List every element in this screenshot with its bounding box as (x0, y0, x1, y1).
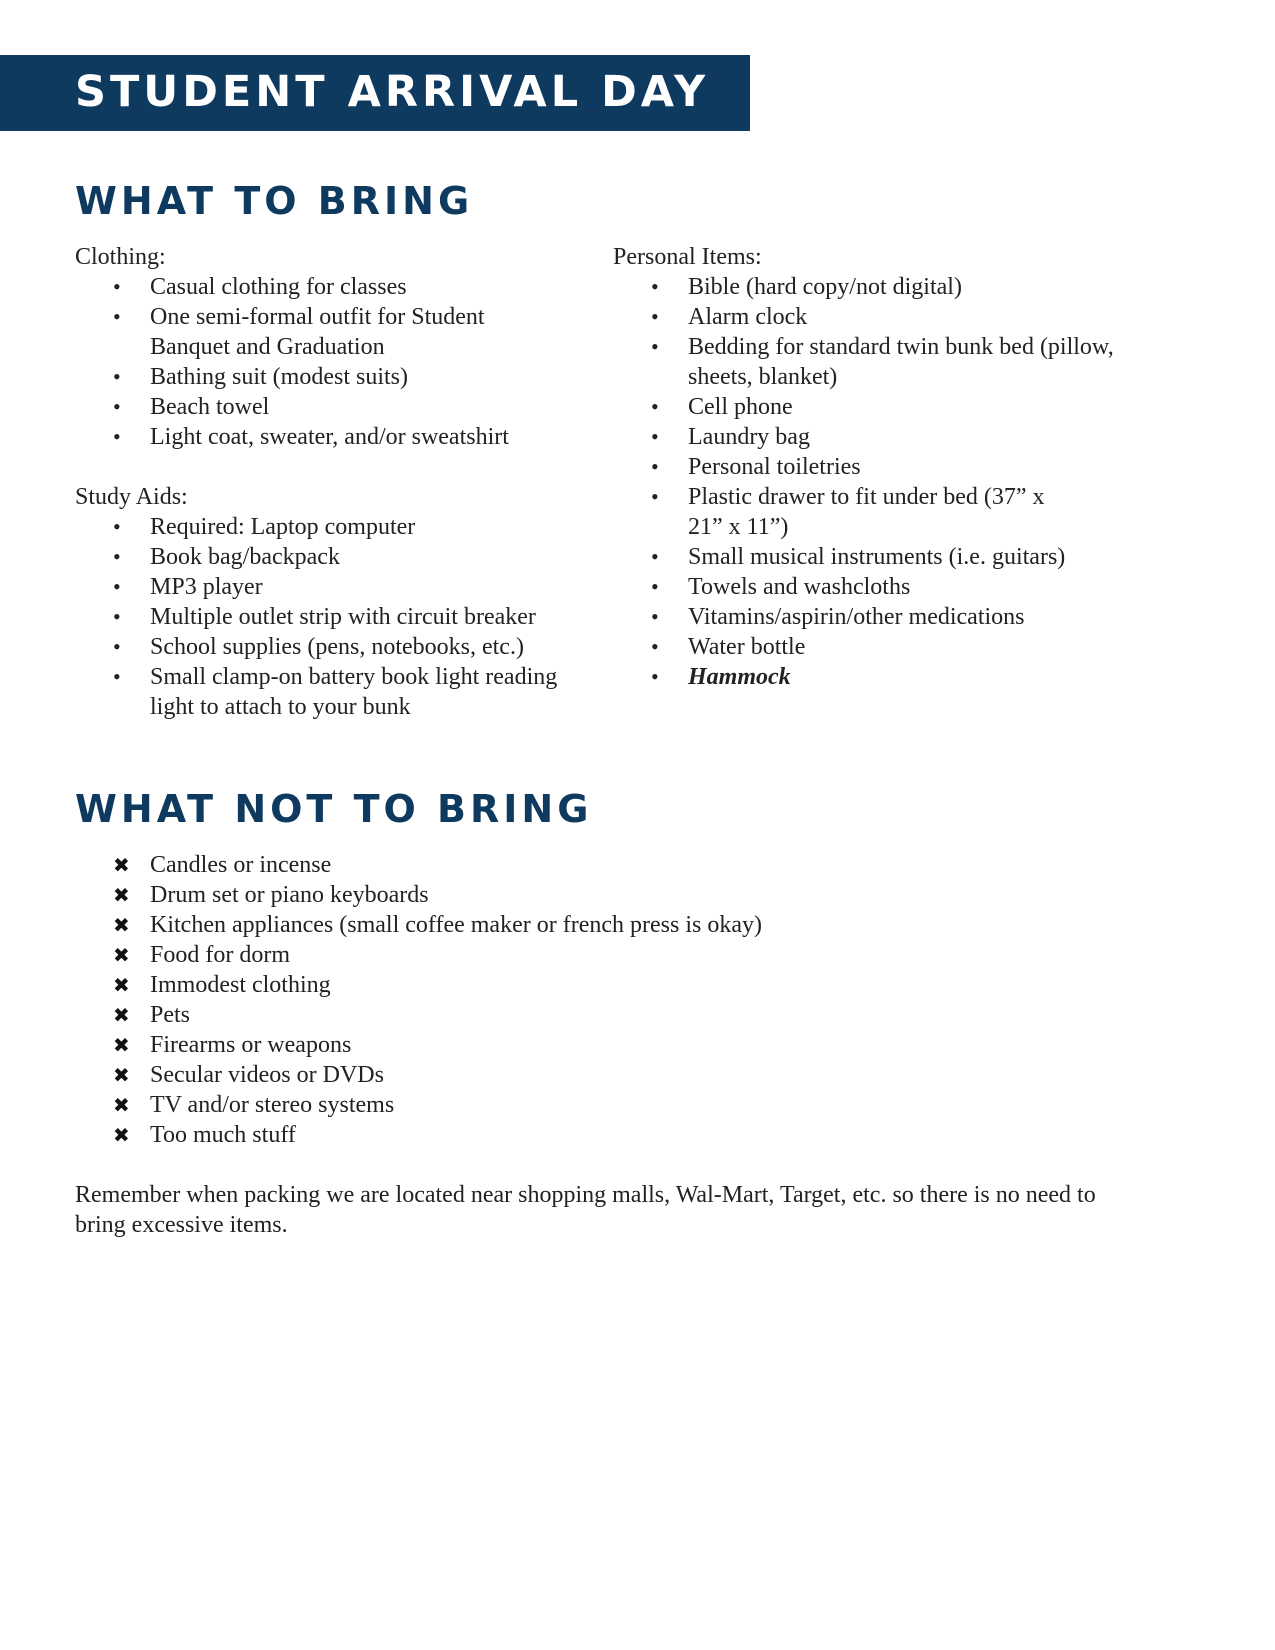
clothing-list (75, 272, 575, 452)
list-item-text: TV and/or stereo systems (150, 1092, 395, 1118)
list-item-text: Book bag/backpack (150, 544, 340, 570)
x-mark-icon: ✖ (113, 853, 130, 877)
bullet-icon: • (651, 544, 659, 569)
study-aids-label: Study Aids: (75, 484, 188, 510)
list-item-text: MP3 player (150, 574, 263, 600)
study-aids-list (75, 512, 575, 722)
what-to-bring-heading: WHAT TO BRING (75, 179, 474, 223)
bullet-icon: • (651, 574, 659, 599)
list-item (75, 542, 575, 572)
list-item (613, 602, 1173, 632)
list-item (75, 512, 575, 542)
list-item-text: Small musical instruments (i.e. guitars) (688, 544, 1066, 570)
bullet-icon: • (113, 364, 121, 389)
bullet-icon: • (113, 394, 121, 419)
page-title: STUDENT ARRIVAL DAY (75, 67, 710, 117)
list-item-text: Laundry bag (688, 424, 810, 450)
x-mark-icon: ✖ (113, 883, 130, 907)
list-item-text-emphasized: Hammock (688, 664, 791, 690)
list-item-text: Towels and washcloths (688, 574, 911, 600)
title-banner (0, 55, 750, 131)
list-item (75, 880, 975, 910)
list-item (75, 1030, 975, 1060)
list-item (613, 272, 1173, 302)
bullet-icon: • (651, 664, 659, 689)
list-item (613, 302, 1173, 332)
list-item-text: Plastic drawer to fit under bed (37” x 21” x 11”) (688, 484, 1045, 540)
x-mark-icon: ✖ (113, 1123, 130, 1147)
what-not-to-bring-heading: WHAT NOT TO BRING (75, 787, 593, 831)
bullet-icon: • (651, 424, 659, 449)
list-item-text: Too much stuff (150, 1122, 296, 1148)
list-item-text: Required: Laptop computer (150, 514, 416, 540)
list-item (75, 602, 575, 632)
list-item-text: One semi-formal outfit for Student Banquet and Graduation (150, 304, 485, 360)
what-not-to-bring-list (75, 850, 975, 1150)
list-item-text: Casual clothing for classes (150, 274, 407, 300)
list-item (75, 1060, 975, 1090)
list-item-text: Secular videos or DVDs (150, 1062, 384, 1088)
bullet-icon: • (651, 604, 659, 629)
personal-items-list (613, 272, 1173, 692)
list-item (75, 362, 575, 392)
bullet-icon: • (651, 454, 659, 479)
bullet-icon: • (651, 394, 659, 419)
packing-reminder: Remember when packing we are located near shopping malls, Wal-Mart, Target, etc. so there is no need to bring excessive items. (75, 1182, 1096, 1238)
list-item (75, 302, 545, 362)
list-item-text: Bible (hard copy/not digital) (688, 274, 962, 300)
bullet-icon: • (113, 274, 121, 299)
list-item (75, 1090, 975, 1120)
x-mark-icon: ✖ (113, 1003, 130, 1027)
bullet-icon: • (113, 514, 121, 539)
bullet-icon: • (113, 424, 121, 449)
bullet-icon: • (651, 634, 659, 659)
x-mark-icon: ✖ (113, 1033, 130, 1057)
x-mark-icon: ✖ (113, 913, 130, 937)
list-item-text: Vitamins/aspirin/other medications (688, 604, 1025, 630)
list-item (613, 422, 1173, 452)
list-item (75, 632, 575, 662)
list-item (75, 850, 975, 880)
list-item-text: Water bottle (688, 634, 806, 660)
list-item (613, 392, 1173, 422)
bullet-icon: • (651, 304, 659, 329)
bullet-icon: • (113, 544, 121, 569)
bullet-icon: • (113, 664, 121, 689)
bullet-icon: • (113, 634, 121, 659)
x-mark-icon: ✖ (113, 1063, 130, 1087)
list-item-text: Multiple outlet strip with circuit breaker (150, 604, 536, 630)
list-item-text: Bathing suit (modest suits) (150, 364, 408, 390)
bullet-icon: • (113, 304, 121, 329)
list-item-text: Food for dorm (150, 942, 290, 968)
bullet-icon: • (651, 334, 659, 359)
list-item-text: Firearms or weapons (150, 1032, 352, 1058)
list-item (613, 482, 1058, 542)
list-item (75, 940, 975, 970)
right-column (613, 242, 1173, 692)
list-item-text: Alarm clock (688, 304, 808, 330)
list-item (613, 542, 1173, 572)
bullet-icon: • (113, 574, 121, 599)
list-item-text: School supplies (pens, notebooks, etc.) (150, 634, 524, 660)
list-item-text: Candles or incense (150, 852, 332, 878)
list-item-text: Beach towel (150, 394, 270, 420)
bullet-icon: • (651, 484, 659, 509)
list-item (613, 332, 1128, 392)
list-item-text: Cell phone (688, 394, 793, 420)
list-item (613, 572, 1173, 602)
left-column (75, 242, 575, 722)
clothing-label: Clothing: (75, 244, 166, 270)
list-item-text: Small clamp-on battery book light reading light to attach to your bunk (150, 664, 558, 720)
list-item (75, 1000, 975, 1030)
list-item (613, 452, 1173, 482)
x-mark-icon: ✖ (113, 1093, 130, 1117)
bullet-icon: • (113, 604, 121, 629)
list-item-text: Light coat, sweater, and/or sweatshirt (150, 424, 509, 450)
list-item-text: Bedding for standard twin bunk bed (pillow, sheets, blanket) (688, 334, 1114, 390)
spacer (75, 452, 575, 482)
list-item-text: Personal toiletries (688, 454, 861, 480)
list-item-text: Drum set or piano keyboards (150, 882, 429, 908)
list-item (75, 392, 575, 422)
list-item (75, 1120, 975, 1150)
x-mark-icon: ✖ (113, 943, 130, 967)
list-item (75, 662, 570, 722)
list-item (75, 272, 575, 302)
list-item (613, 662, 1173, 692)
list-item-text: Kitchen appliances (small coffee maker or french press is okay) (150, 912, 762, 938)
personal-items-label: Personal Items: (613, 244, 762, 270)
list-item (613, 632, 1173, 662)
list-item (75, 970, 975, 1000)
list-item (75, 572, 575, 602)
list-item (75, 422, 575, 452)
bullet-icon: • (651, 274, 659, 299)
list-item (75, 910, 975, 940)
x-mark-icon: ✖ (113, 973, 130, 997)
list-item-text: Immodest clothing (150, 972, 331, 998)
list-item-text: Pets (150, 1002, 191, 1028)
